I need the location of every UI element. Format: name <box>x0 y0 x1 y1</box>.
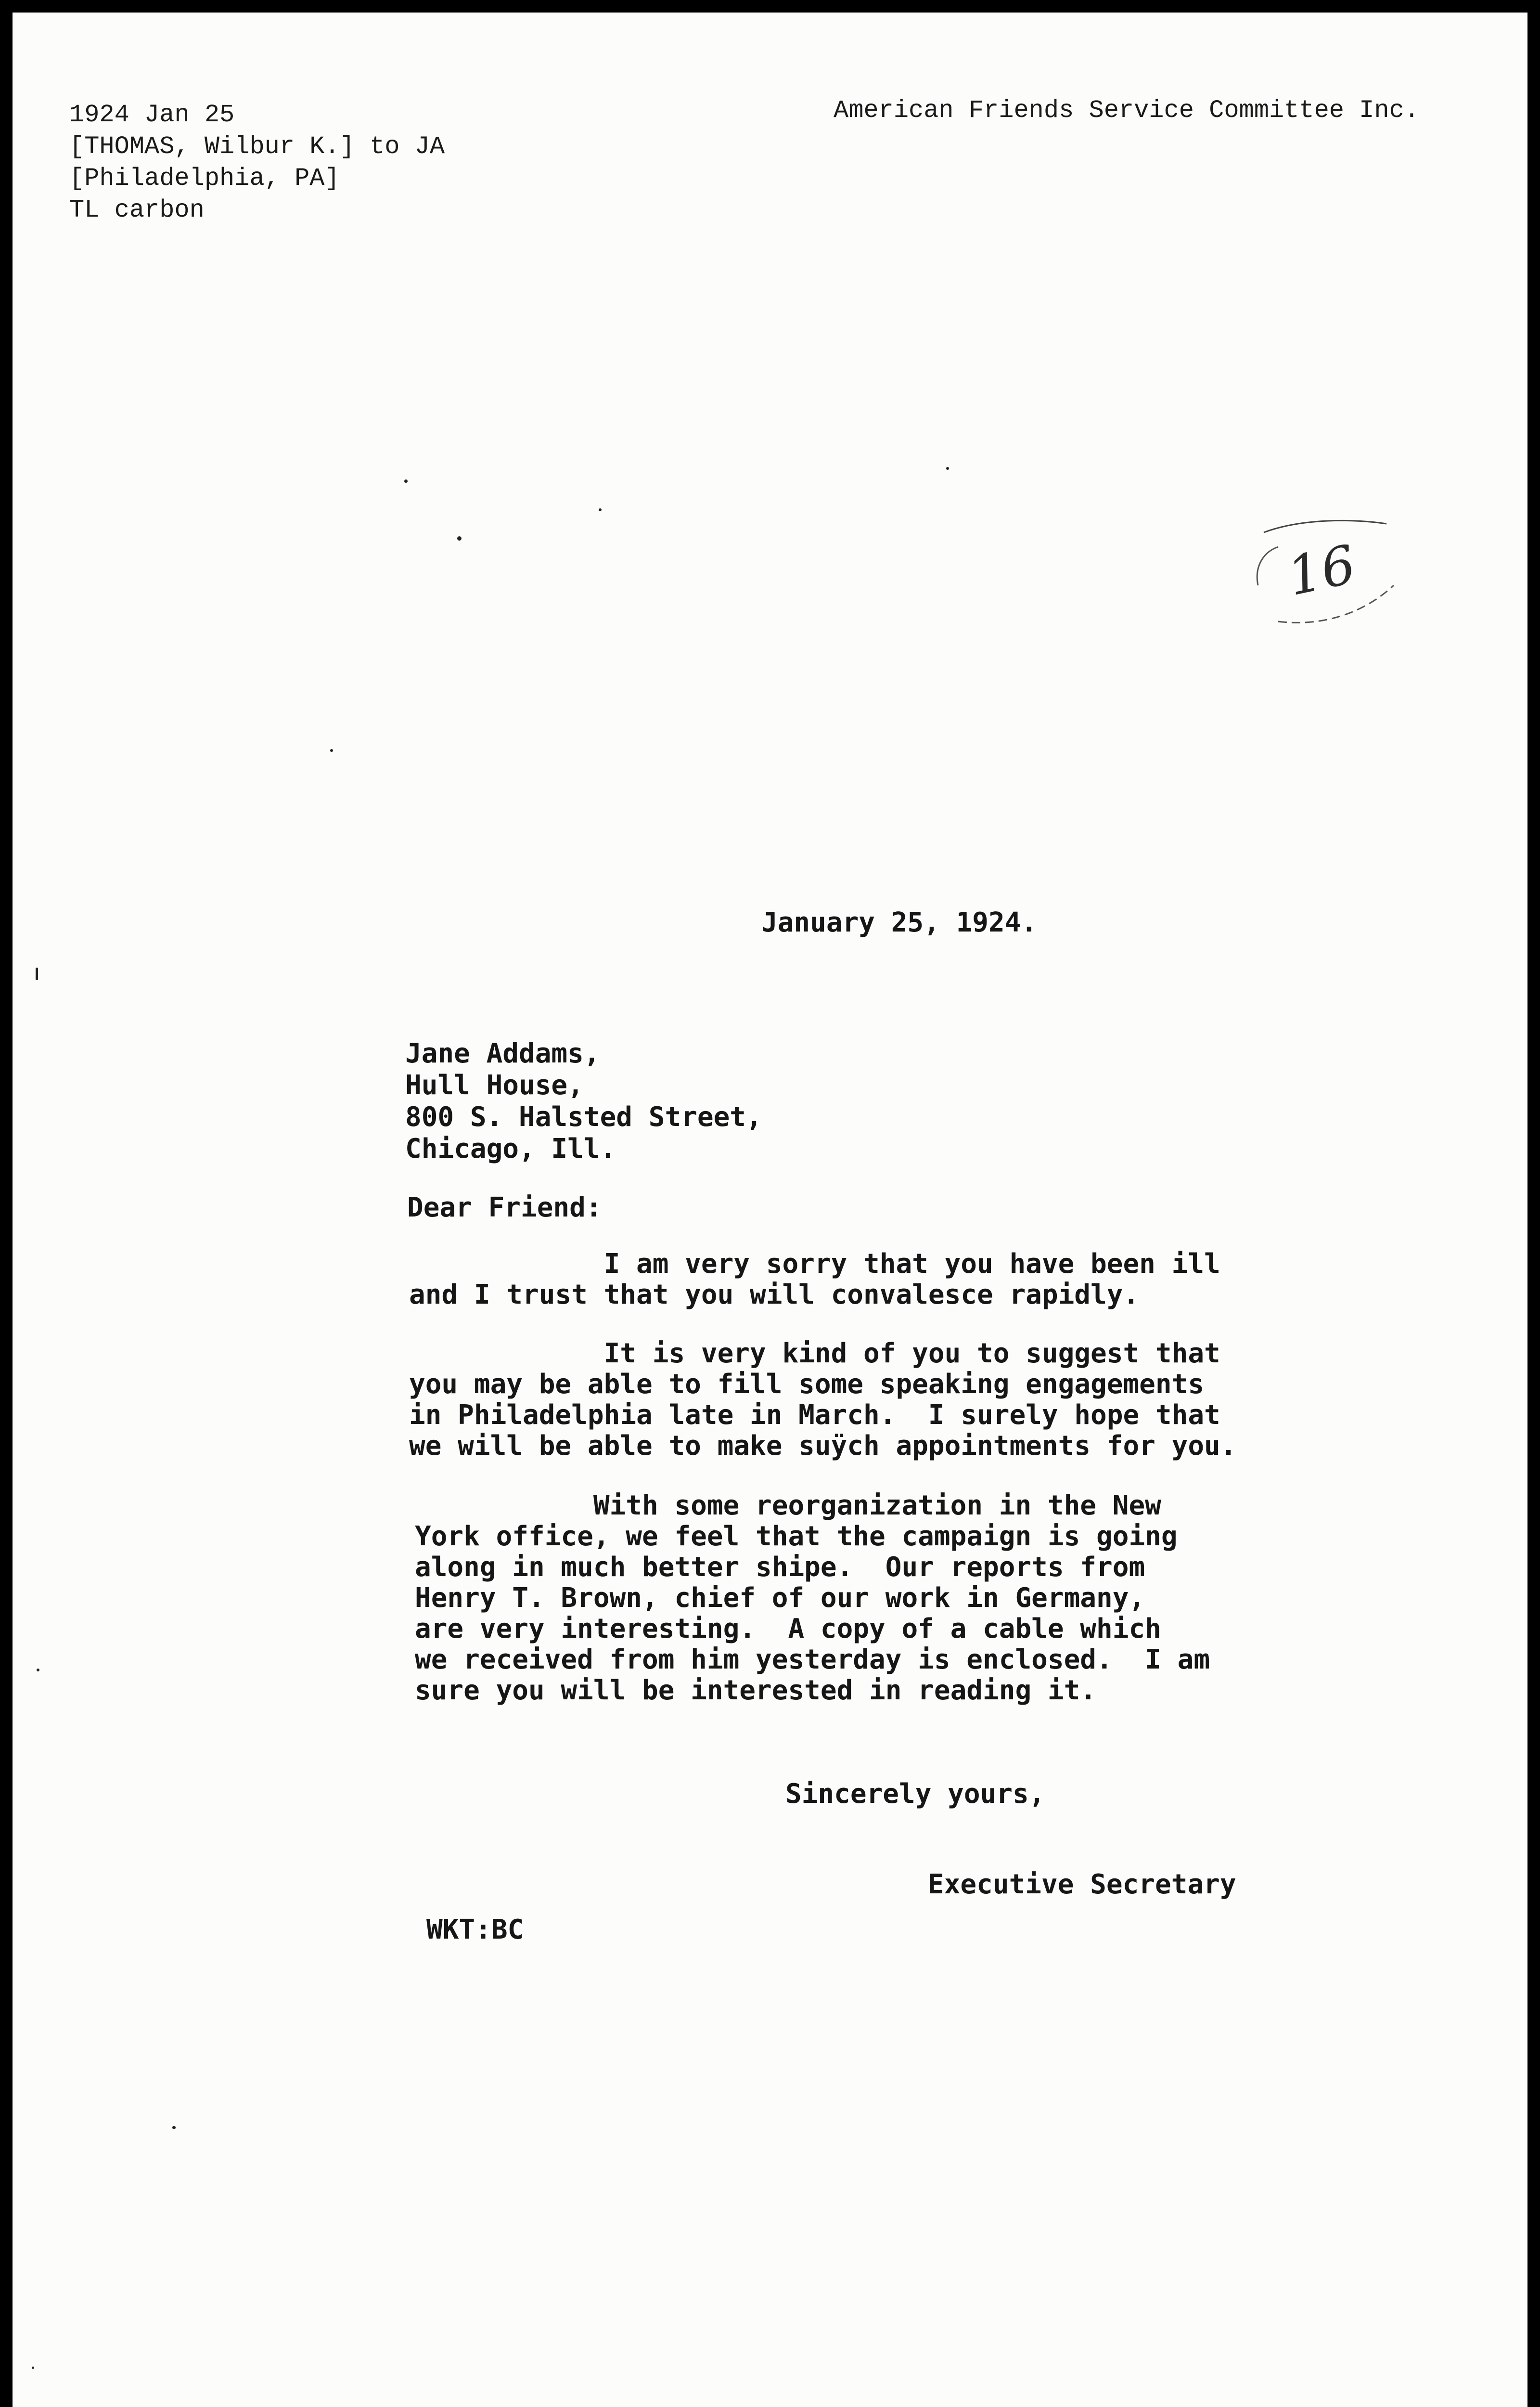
scan-speck <box>32 2367 34 2369</box>
paragraph-line: Henry T. Brown, chief of our work in Germany, <box>415 1582 1145 1614</box>
scan-speck <box>599 508 602 511</box>
scan-speck <box>404 479 408 483</box>
page-mark-number: 16 <box>1282 533 1361 608</box>
salutation: Dear Friend: <box>407 1192 602 1223</box>
paragraph-line: York office, we feel that the campaign is going <box>415 1521 1178 1552</box>
scan-speck <box>330 749 333 752</box>
archive-metadata <box>69 99 445 226</box>
body-paragraph-3 <box>415 1490 1210 1706</box>
closing: Sincerely yours, <box>785 1778 1045 1810</box>
paragraph-line: in Philadelphia late in March. I surely hope that <box>409 1399 1220 1431</box>
letter-page <box>13 13 1527 2407</box>
paragraph-line: are very interesting. A copy of a cable which <box>415 1613 1161 1644</box>
recipient-address <box>405 1038 762 1165</box>
handwritten-page-mark <box>1249 513 1408 634</box>
body-paragraph-1 <box>409 1249 1220 1310</box>
scan-speck <box>37 1669 39 1671</box>
recipient-city: Chicago, Ill. <box>405 1133 616 1165</box>
paragraph-line: I am very sorry that you have been ill <box>409 1248 1220 1280</box>
paragraph-line: we will be able to make suÿch appointments for you. <box>409 1430 1237 1462</box>
body-paragraph-2 <box>409 1338 1236 1462</box>
organization-name: American Friends Service Committee Inc. <box>834 96 1419 125</box>
recipient-name: Jane Addams, <box>405 1038 600 1069</box>
archive-date: 1924 Jan 25 <box>69 101 235 129</box>
archive-document-type: TL carbon <box>69 196 205 224</box>
paragraph-line: With some reorganization in the New <box>415 1490 1161 1521</box>
recipient-building: Hull House, <box>405 1070 584 1101</box>
paragraph-line: along in much better shipe. Our reports from <box>415 1552 1145 1583</box>
typist-initials: WKT:BC <box>426 1914 524 1945</box>
scan-speck <box>36 968 38 980</box>
recipient-street: 800 S. Halsted Street, <box>405 1101 762 1133</box>
scan-speck <box>946 467 949 470</box>
signature-title: Executive Secretary <box>928 1869 1236 1900</box>
paragraph-line: we received from him yesterday is enclosed. I am <box>415 1644 1210 1675</box>
scan-speck <box>457 536 462 541</box>
paragraph-line: sure you will be interested in reading it. <box>415 1675 1097 1706</box>
scan-speck <box>172 2126 176 2129</box>
archive-correspondents: [THOMAS, Wilbur K.] to JA <box>69 132 445 161</box>
letter-date: January 25, 1924. <box>761 907 1038 938</box>
paragraph-line: you may be able to fill some speaking engagements <box>409 1369 1205 1400</box>
paragraph-line: It is very kind of you to suggest that <box>409 1338 1220 1369</box>
paragraph-line: and I trust that you will convalesce rapidly. <box>409 1279 1140 1310</box>
archive-place: [Philadelphia, PA] <box>69 164 340 193</box>
